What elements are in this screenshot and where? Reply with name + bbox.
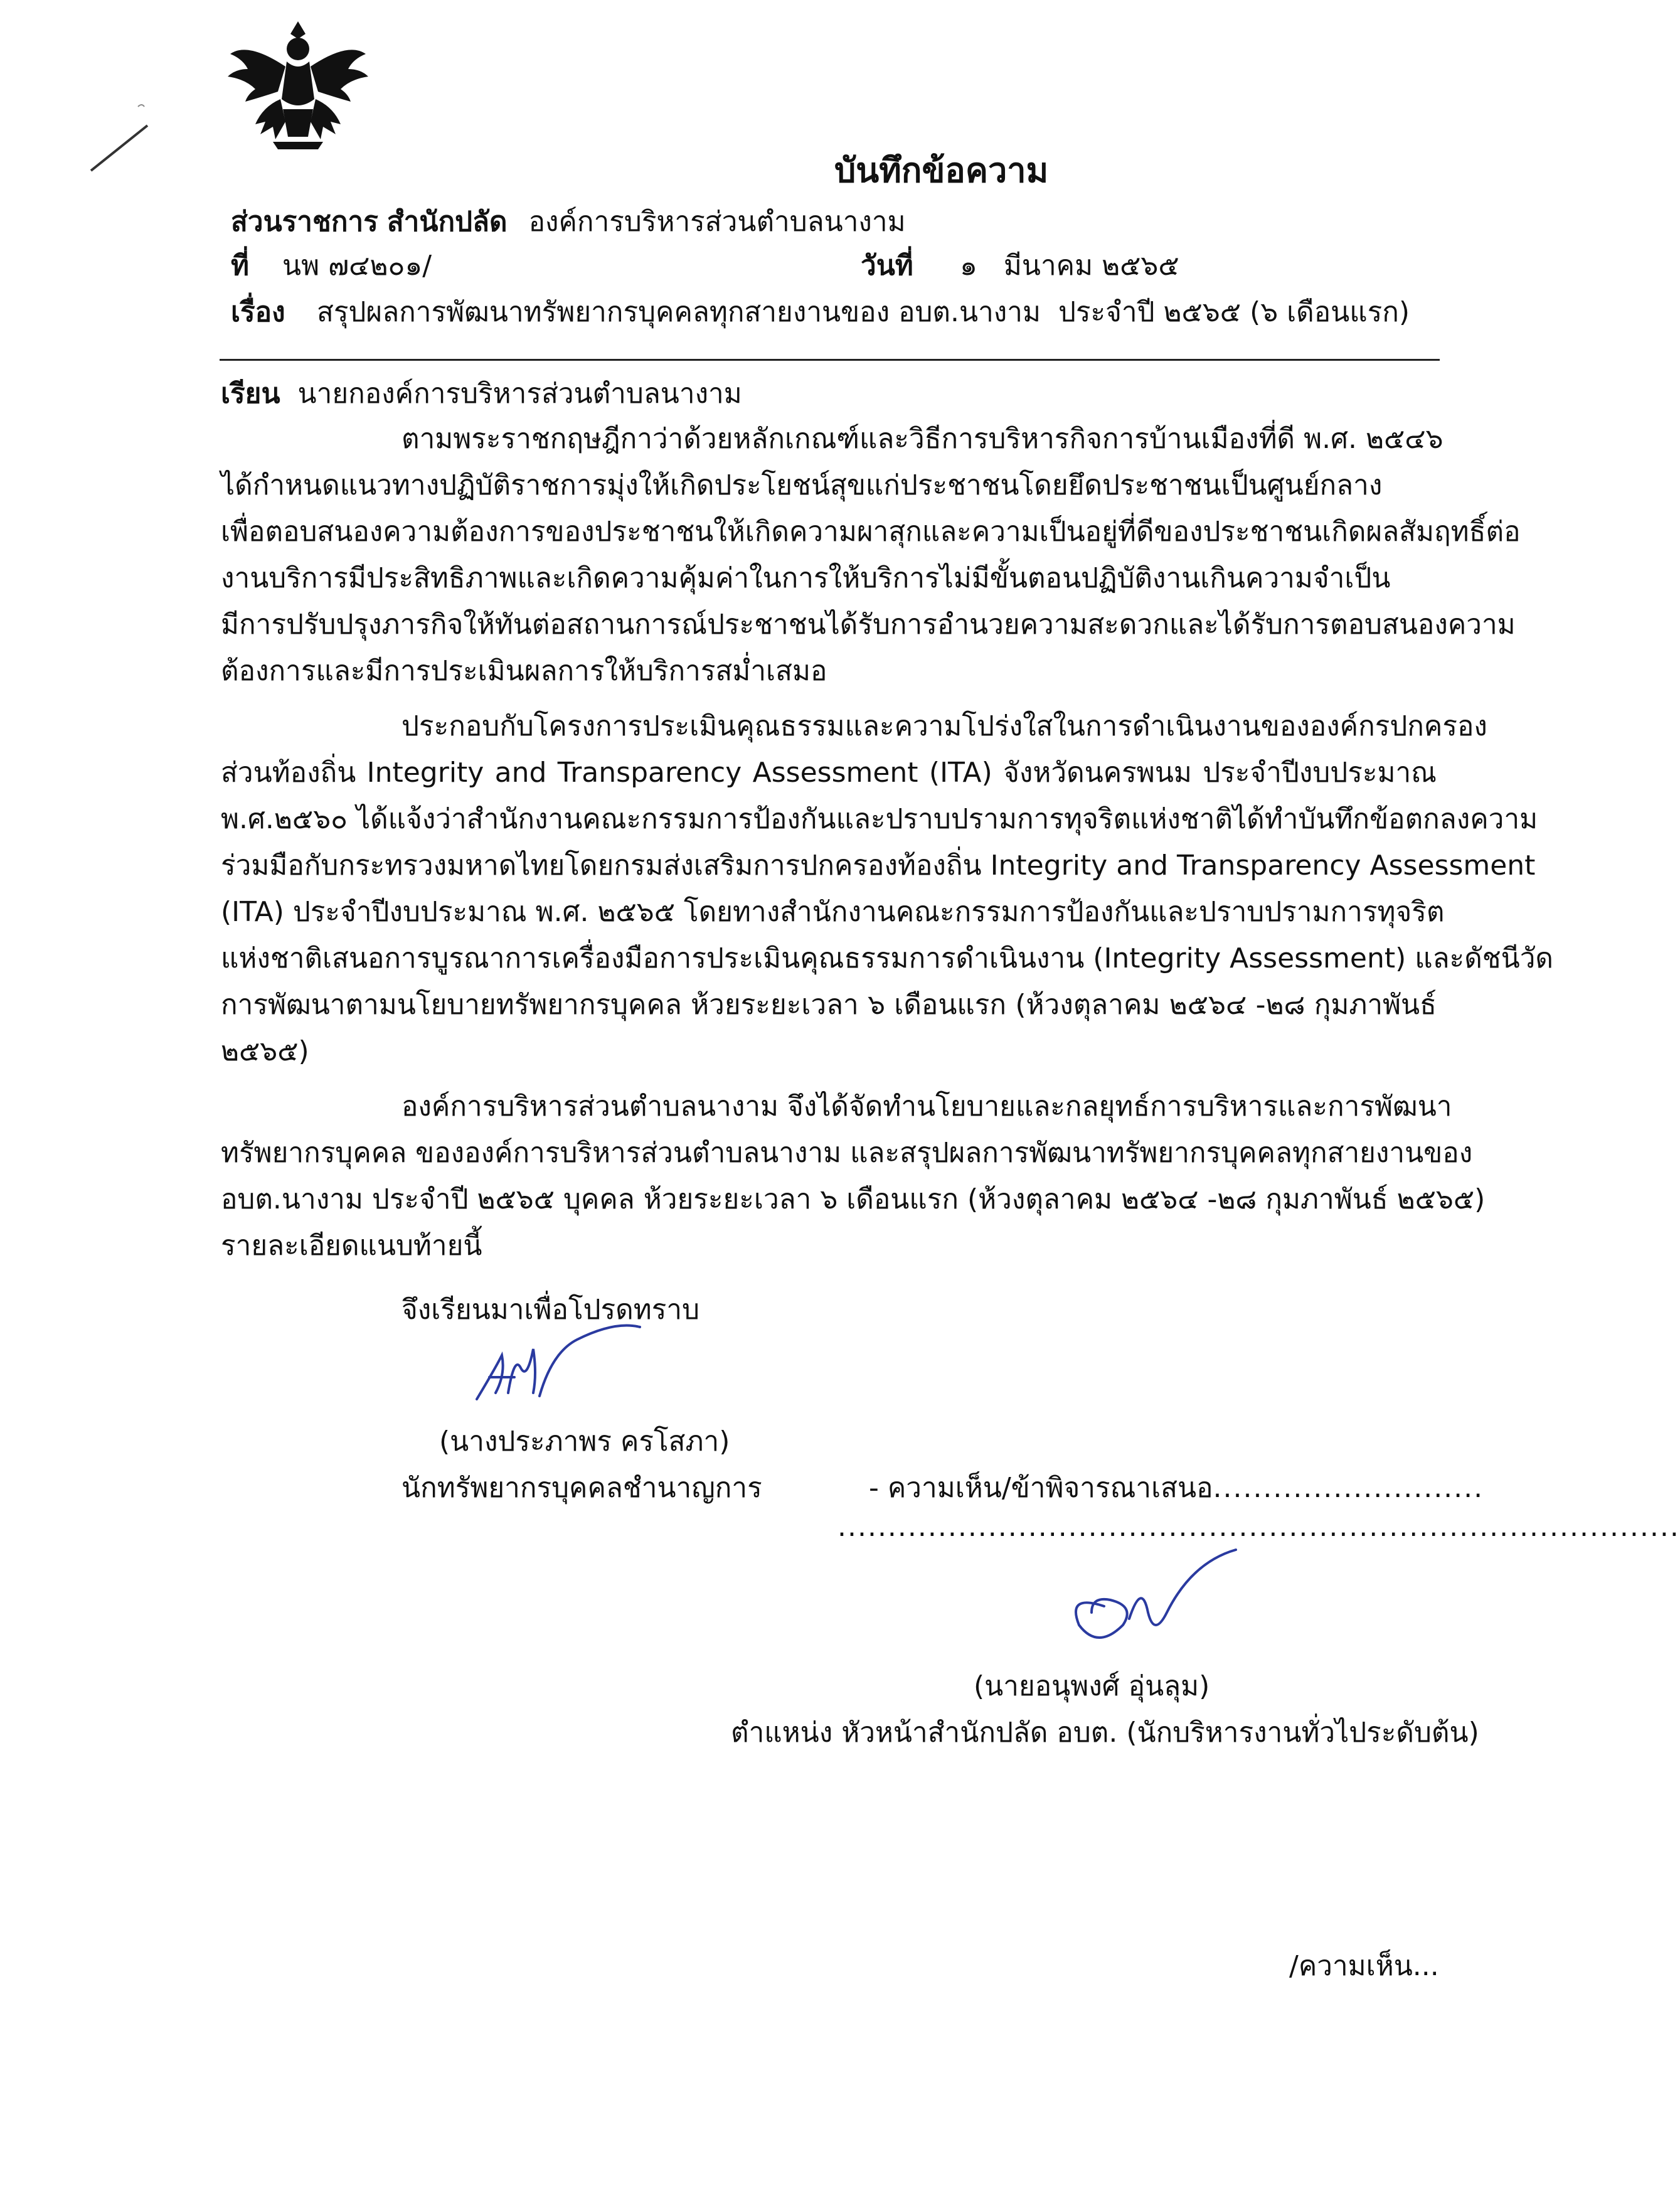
p2-line: พ.ศ.๒๕๖๐ ได้แจ้งว่าสำนักงานคณะกรรมการป้องกันและปราบปรามการทุจริตแห่งชาติได้ทำบันทึกข้อตกลงความ	[221, 803, 1538, 835]
p1-line: เพื่อตอบสนองความต้องการของประชาชนให้เกิดความผาสุกและความเป็นอยู่ที่ดีของประชาชนเกิดผลสัมฤทธิ์ต่อ	[221, 516, 1521, 548]
date-value: ๑ มีนาคม ๒๕๖๕	[960, 250, 1179, 282]
p2-line: แห่งชาติเสนอการบูรณาการเครื่องมือการประเมินคุณธรรมการดำเนินงาน (Integrity Assessment) และดัชนีวัด	[221, 942, 1553, 974]
closing-text: จึงเรียนมาเพื่อโปรดทราบ	[401, 1294, 700, 1326]
salutation-label: เรียน	[221, 378, 280, 410]
p1-line: ตามพระราชกฤษฎีกาว่าด้วยหลักเกณฑ์และวิธีการบริหารกิจการบ้านเมืองที่ดี พ.ศ. ๒๕๔๖	[401, 423, 1443, 455]
memo-title: บันทึกข้อความ	[834, 151, 1049, 190]
signature-2-icon	[1041, 1550, 1242, 1656]
ref-value: นพ ๗๔๒๐๑/	[282, 250, 432, 282]
p2-line: ประกอบกับโครงการประเมินคุณธรรมและความโปร่งใสในการดำเนินงานขององค์กรปกครอง	[401, 710, 1487, 742]
opinion-dots-2: ....................................................................................	[837, 1511, 1680, 1543]
p1-line: งานบริการมีประสิทธิภาพและเกิดความคุ้มค่าในการให้บริการไม่มีขั้นตอนปฏิบัติงานเกินความจำเป็น	[221, 562, 1391, 594]
agency-label: ส่วนราชการ	[231, 206, 378, 238]
p2-line: การพัฒนาตามนโยบายทรัพยากรบุคคล ห้วยระยะเวลา ๖ เดือนแรก (ห้วงตุลาคม ๒๕๖๔ -๒๘ กุมภาพันธ์	[221, 989, 1437, 1021]
header-divider	[220, 359, 1440, 361]
p3-line: อบต.นางาม ประจำปี ๒๕๖๕ บุคคล ห้วยระยะเวลา ๖ เดือนแรก (ห้วงตุลาคม ๒๕๖๔ -๒๘ กุมภาพันธ์ ๒๕๖๕)	[221, 1183, 1486, 1215]
p3-line: ทรัพยากรบุคคล ขององค์การบริหารส่วนตำบลนางาม และสรุปผลการพัฒนาทรัพยากรบุคคลทุกสายงานของ	[221, 1137, 1473, 1169]
subject-value: สรุปผลการพัฒนาทรัพยากรบุคคลทุกสายงานของ อบต.นางาม ประจำปี ๒๕๖๕ (๖ เดือนแรก)	[317, 296, 1410, 328]
date-label: วันที่	[861, 250, 913, 282]
salutation-value: นายกองค์การบริหารส่วนตำบลนางาม	[297, 378, 742, 410]
opinion-dots-1: ...........................	[1213, 1472, 1484, 1504]
garuda-emblem-icon	[223, 11, 373, 162]
subject-label: เรื่อง	[231, 296, 285, 328]
p1-line: มีการปรับปรุงภารกิจให้ทันต่อสถานการณ์ประชาชนได้รับการอำนวยความสะดวกและได้รับการตอบสนองความ	[221, 609, 1516, 641]
opinion-label: - ความเห็น/ข้าพิจารณาเสนอ	[869, 1472, 1213, 1504]
signature-1-icon	[464, 1318, 665, 1412]
signer1-name: (นางประภาพร ครโสภา)	[439, 1426, 730, 1458]
p2-line: ส่วนท้องถิ่น Integrity and Transparency Assessment (ITA) จังหวัดนครพนม ประจำปีงบประมาณ	[221, 757, 1437, 789]
salutation	[221, 371, 742, 415]
opinion-line	[869, 1466, 1484, 1510]
p2-line: (ITA) ประจำปีงบประมาณ พ.ศ. ๒๕๖๕ โดยทางสำนักงานคณะกรรมการป้องกันและปราบปรามการทุจริต	[221, 896, 1445, 928]
signer1-position: นักทรัพยากรบุคคลชำนาญการ	[401, 1472, 762, 1504]
p1-line: ต้องการและมีการประเมินผลการให้บริการสม่ำเสมอ	[221, 655, 827, 687]
agency-dept: สำนักปลัด	[386, 206, 508, 238]
pen-mark-icon	[88, 100, 157, 176]
signer2-name: (นายอนุพงศ์ อุ่นลุม)	[974, 1670, 1210, 1702]
signer2-position: ตำแหน่ง หัวหน้าสำนักปลัด อบต. (นักบริหารงานทั่วไประดับต้น)	[731, 1717, 1479, 1749]
ref-label: ที่	[231, 250, 250, 282]
p3-line: รายละเอียดแนบท้ายนี้	[221, 1230, 482, 1262]
p1-line: ได้กำหนดแนวทางปฏิบัติราชการมุ่งให้เกิดประโยชน์สุขแก่ประชาชนโดยยึดประชาชนเป็นศูนย์กลาง	[221, 469, 1383, 501]
agency-org: องค์การบริหารส่วนตำบลนางาม	[528, 206, 906, 238]
p3-line: องค์การบริหารส่วนตำบลนางาม จึงได้จัดทำนโยบายและกลยุทธ์การบริหารและการพัฒนา	[401, 1090, 1452, 1122]
continuation-marker: /ความเห็น...	[1289, 1950, 1439, 1982]
p2-line: ร่วมมือกับกระทรวงมหาดไทยโดยกรมส่งเสริมการปกครองท้องถิ่น Integrity and Transparency Assessment	[221, 850, 1536, 882]
p2-line: ๒๕๖๕)	[221, 1035, 309, 1067]
agency-line	[231, 200, 906, 243]
